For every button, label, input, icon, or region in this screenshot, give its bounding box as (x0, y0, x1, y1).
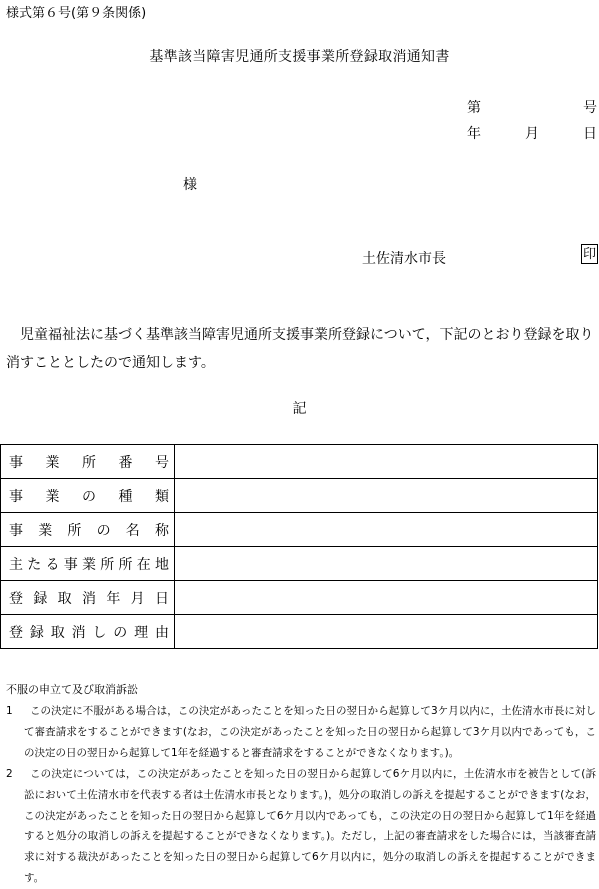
row-label (1, 547, 175, 581)
row-label (1, 479, 175, 513)
table-row (1, 581, 598, 615)
row-label-text: 事業所番号 (9, 454, 169, 471)
document-title: 基準該当障害児通所支援事業所登録取消通知書 (149, 49, 450, 65)
row-value (175, 615, 598, 649)
table-row (1, 479, 598, 513)
number-prefix: 第 (467, 100, 481, 116)
row-value (175, 547, 598, 581)
row-label-text: 事業の種類 (9, 488, 169, 505)
row-label-text: 登録取消年月日 (9, 590, 169, 607)
row-label (1, 581, 175, 615)
row-label (1, 615, 175, 649)
number-suffix: 号 (583, 100, 597, 116)
note-number: 2 (6, 768, 13, 780)
row-label (1, 445, 175, 479)
row-value (175, 479, 598, 513)
note-number: 1 (6, 705, 13, 717)
note-item (6, 701, 596, 763)
issuer-name: 土佐清水市長 (362, 251, 446, 267)
row-label-text: 登録取消しの理由 (9, 624, 169, 641)
date-day: 日 (583, 126, 597, 142)
row-label (1, 513, 175, 547)
note-item (6, 764, 596, 889)
table-row (1, 547, 598, 581)
ki-heading: 記 (292, 401, 307, 417)
row-value (175, 581, 598, 615)
row-value (175, 445, 598, 479)
form-number: 様式第６号(第９条関係) (6, 6, 147, 21)
table-row (1, 445, 598, 479)
body-text: 児童福祉法に基づく基準該当障害児通所支援事業所登録について，下記のとおり登録を取り消すこととしたので通知します。 (6, 327, 594, 371)
notes-title: 不服の申立て及び取消訴訟 (6, 683, 138, 696)
table-row (1, 615, 598, 649)
row-label-text: 主たる事業所所在地 (9, 556, 169, 573)
row-value (175, 513, 598, 547)
registration-table (0, 444, 598, 649)
date-month: 月 (525, 126, 539, 142)
note-text: この決定については，この決定があったことを知った日の翌日から起算して6ケ月以内に，土佐清水市を被告として(訴訟において土佐清水市を代表する者は土佐清水市長となります。)，処分の取消しの訴えを提起することができます(なお，この決定があったことを知った日の翌日から起算して6ケ月以内であっても，この決定の日の翌日から起算して1年を経過すると処分の取消しの訴えを提起することができなくなります。)。ただし，上記の審査請求をした場合には，当該審査請求に対する裁決があったことを知った日の翌日から起算して6ケ月以内に，処分の取消しの訴えを提起することができます。 (24, 768, 596, 884)
row-label-text: 事業所の名称 (9, 522, 169, 539)
recipient-suffix: 様 (183, 177, 197, 193)
date-year: 年 (467, 126, 481, 142)
note-text: この決定に不服がある場合は，この決定があったことを知った日の翌日から起算して3ケ月以内に，土佐清水市長に対して審査請求をすることができます(なお，この決定があったことを知った日の翌日から起算して3ケ月以内であっても，この決定の日の翌日から起算して1年を経過すると審査請求をすることができなくなります。)。 (24, 705, 596, 759)
seal-mark: 印 (581, 244, 598, 264)
table-row (1, 513, 598, 547)
